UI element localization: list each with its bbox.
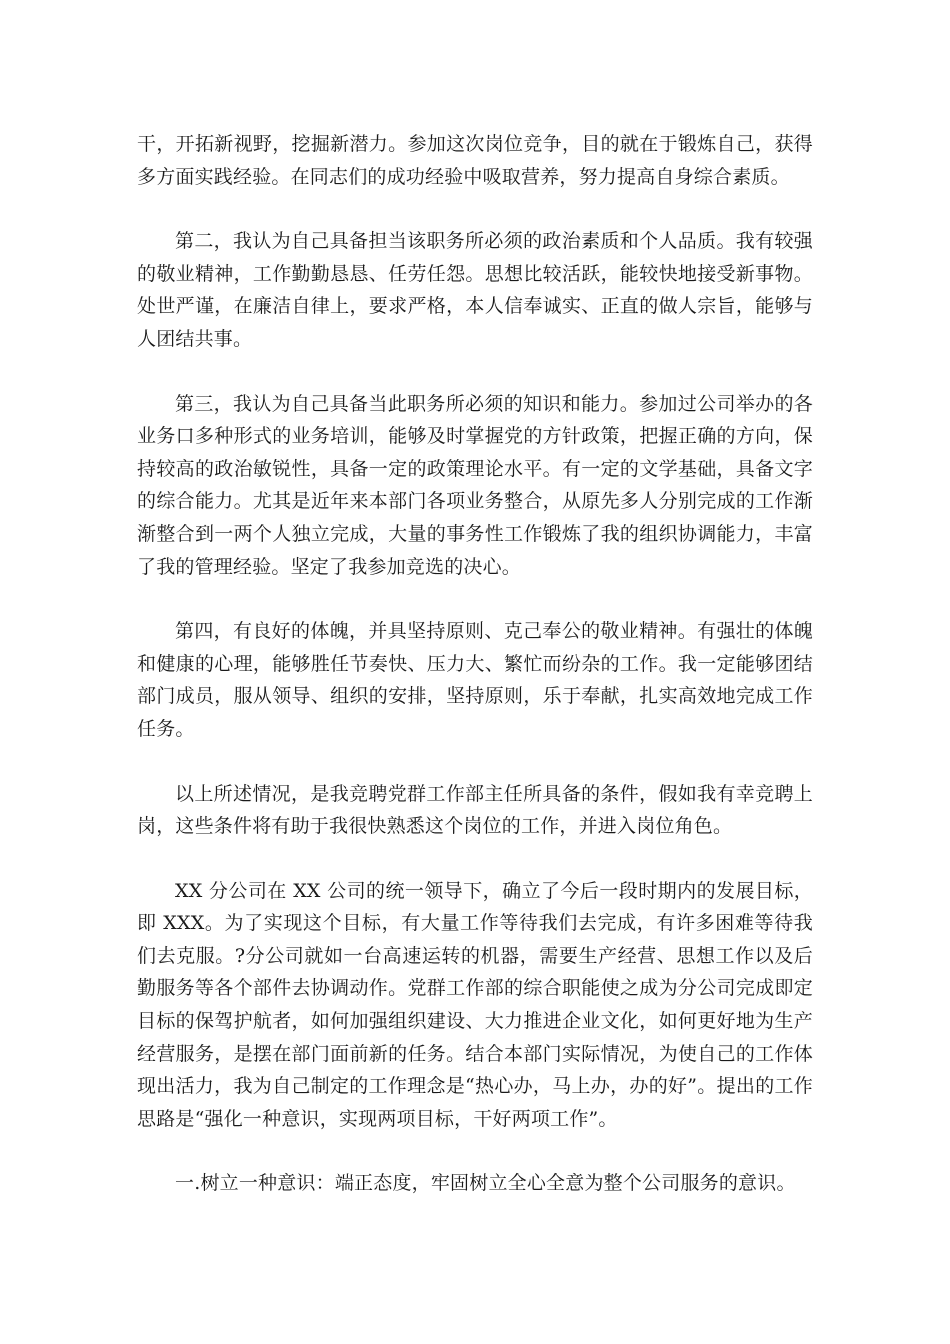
paragraph-summary: 以上所述情况，是我竞聘党群工作部主任所具备的条件，假如我有幸竞聘上岗，这些条件将有助于我很快熟悉这个岗位的工作，并进入岗位角色。 <box>137 782 813 838</box>
paragraph-continuation: 干，开拓新视野，挖掘新潜力。参加这次岗位竞争，目的就在于锻炼自己，获得多方面实践经验。在同志们的成功经验中吸取营养，努力提高自身综合素质。 <box>137 133 813 188</box>
paragraph-item-one: 一.树立一种意识：端正态度，牢固树立全心全意为整个公司服务的意识。 <box>175 1172 796 1195</box>
paragraph-second-point: 第二，我认为自己具备担当该职务所必须的政治素质和个人品质。我有较强的敬业精神，工作勤勤恳恳、任劳任怨。思想比较活跃，能较快地接受新事物。处世严谨，在廉洁自律上，要求严格，本人信奉诚实、正直的做人宗旨，能够与人团结共事。 <box>137 230 813 350</box>
document-body <box>137 128 813 1232</box>
paragraph-third-point: 第三，我认为自己具备当此职务所必须的知识和能力。参加过公司举办的各业务口多种形式的业务培训，能够及时掌握党的方针政策，把握正确的方向，保持较高的政治敏锐性，具备一定的政策理论水平。有一定的文学基础，具备文字的综合能力。尤其是近年来本部门各项业务整合，从原先多人分别完成的工作渐渐整合到一两个人独立完成，大量的事务性工作锻炼了我的组织协调能力，丰富了我的管理经验。坚定了我参加竞选的决心。 <box>137 392 813 578</box>
paragraph-fourth-point: 第四，有良好的体魄，并具坚持原则、克己奉公的敬业精神。有强壮的体魄和健康的心理，能够胜任节奏快、压力大、繁忙而纷杂的工作。我一定能够团结部门成员，服从领导、组织的安排，坚持原则，乐于奉献，扎实高效地完成工作任务。 <box>137 620 813 740</box>
paragraph-goals: XX 分公司在 XX 公司的统一领导下，确立了今后一段时期内的发展目标，即 XXX。为了实现这个目标，有大量工作等待我们去完成，有许多困难等待我们去克服。?分公司就如一台高速运转的机器，需要生产经营、思想工作以及后勤服务等各个部件去协调动作。党群工作部的综合职能使之成为分公司完成即定目标的保驾护航者，如何加强组织建设、大力推进企业文化，如何更好地为生产经营服务，是摆在部门面前新的任务。结合本部门实际情况，为使自己的工作体现出活力，我为自己制定的工作理念是“热心办，马上办，办的好”。提出的工作思路是“强化一种意识，实现两项目标，干好两项工作”。 <box>137 879 813 1130</box>
